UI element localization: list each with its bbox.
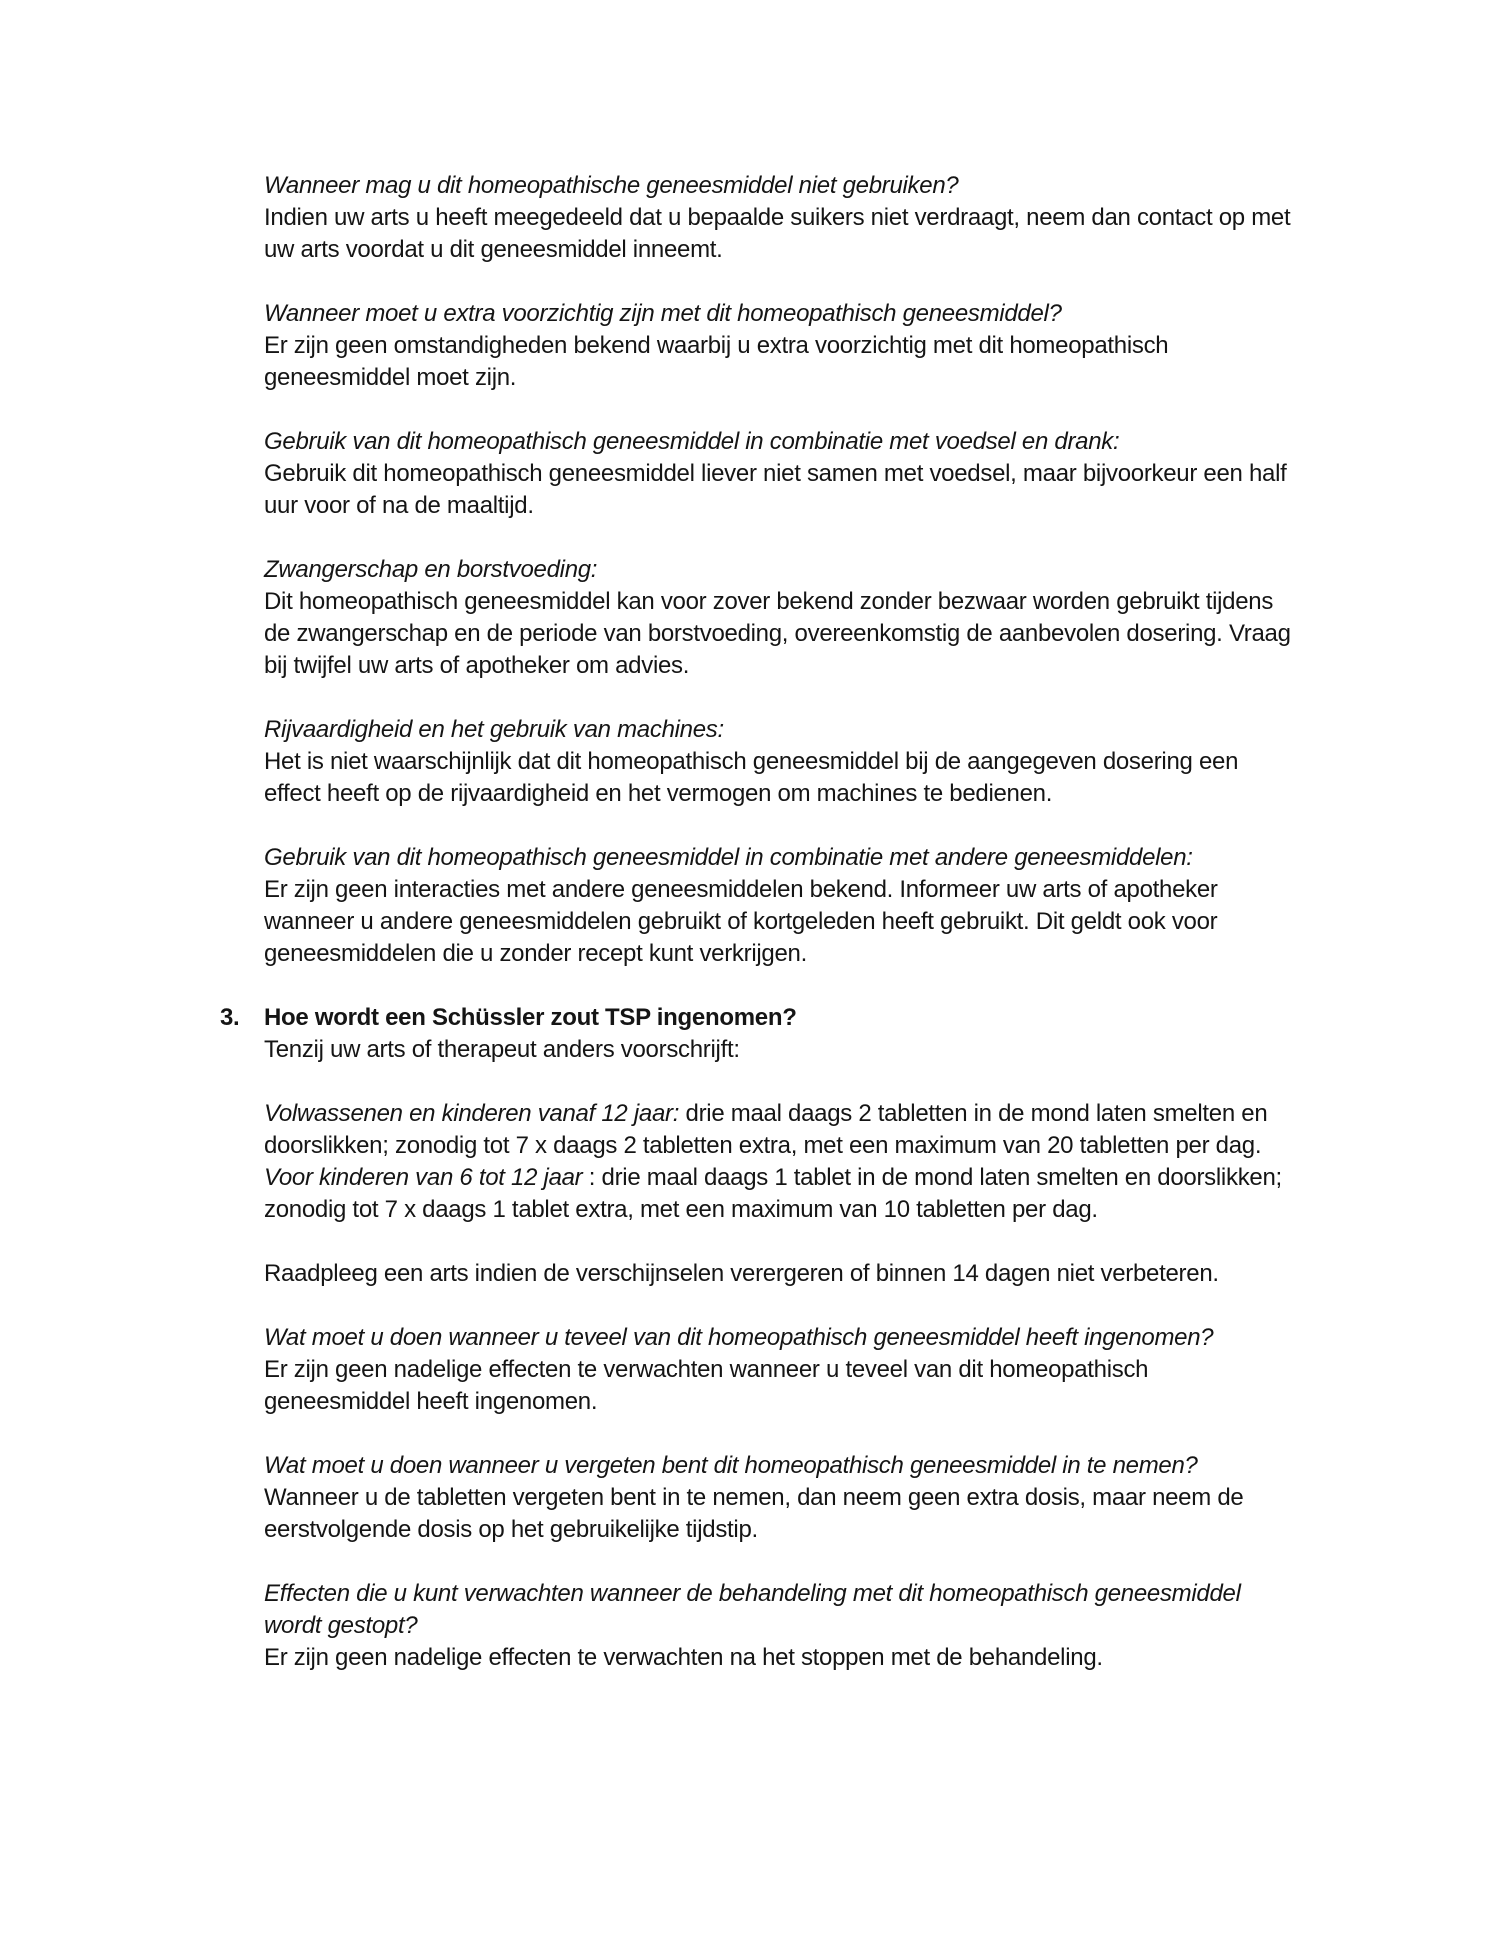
qa-block xyxy=(264,842,1294,970)
question-heading: Wanneer mag u dit homeopathische geneesmiddel niet gebruiken? xyxy=(264,172,959,199)
dosage-block xyxy=(264,1098,1294,1226)
dosage-adults-text: drie maal daags 2 tabletten in de mond laten smelten en doorslikken; zonodig tot 7 x daags 2 tabletten extra, met een maximum van 20 tabletten per dag. xyxy=(264,1100,1268,1159)
section-intro: Tenzij uw arts of therapeut anders voorschrijft: xyxy=(264,1036,740,1063)
section-number: 3. xyxy=(220,1004,240,1031)
qa-block xyxy=(264,554,1294,682)
answer-text: Indien uw arts u heeft meegedeeld dat u bepaalde suikers niet verdraagt, neem dan contact op met uw arts voordat u dit geneesmiddel inneemt. xyxy=(264,204,1291,263)
qa-block xyxy=(264,1450,1294,1546)
question-heading: Gebruik van dit homeopathisch geneesmiddel in combinatie met andere geneesmiddelen: xyxy=(264,844,1193,871)
question-heading: Gebruik van dit homeopathisch geneesmiddel in combinatie met voedsel en drank: xyxy=(264,428,1120,455)
dosage-children-text: : drie maal daags 1 tablet in de mond laten smelten en doorslikken; zonodig tot 7 x daags 1 tablet extra, met een maximum van 10 tabletten per dag. xyxy=(264,1164,1282,1223)
qa-block xyxy=(264,714,1294,810)
leaflet-content xyxy=(220,170,1294,1674)
dosage-adults-label: Volwassenen en kinderen vanaf 12 jaar: xyxy=(264,1100,680,1127)
advice-block xyxy=(264,1258,1294,1290)
qa-block xyxy=(264,1322,1294,1418)
dosage-children-line xyxy=(264,1162,1294,1226)
section-title: Hoe wordt een Schüssler zout TSP ingenomen? xyxy=(264,1004,797,1031)
question-heading: Wat moet u doen wanneer u teveel van dit homeopathisch geneesmiddel heeft ingenomen? xyxy=(264,1324,1214,1351)
qa-block xyxy=(264,426,1294,522)
answer-text: Er zijn geen omstandigheden bekend waarbij u extra voorzichtig met dit homeopathisch geneesmiddel moet zijn. xyxy=(264,332,1169,391)
advice-text: Raadpleeg een arts indien de verschijnselen verergeren of binnen 14 dagen niet verbeteren. xyxy=(264,1260,1219,1287)
question-heading: Zwangerschap en borstvoeding: xyxy=(264,556,598,583)
answer-text: Er zijn geen nadelige effecten te verwachten wanneer u teveel van dit homeopathisch geneesmiddel heeft ingenomen. xyxy=(264,1356,1149,1415)
answer-text: Gebruik dit homeopathisch geneesmiddel liever niet samen met voedsel, maar bijvoorkeur een half uur voor of na de maaltijd. xyxy=(264,460,1287,519)
question-heading: Wat moet u doen wanneer u vergeten bent dit homeopathisch geneesmiddel in te nemen? xyxy=(264,1452,1198,1479)
answer-text: Er zijn geen interacties met andere geneesmiddelen bekend. Informeer uw arts of apotheker wanneer u andere geneesmiddelen gebruikt of kortgeleden heeft gebruikt. Dit geldt ook voor geneesmiddelen die u zonder recept kunt verkrijgen. xyxy=(264,876,1218,967)
answer-text: Wanneer u de tabletten vergeten bent in te nemen, dan neem geen extra dosis, maar neem de eerstvolgende dosis op het gebruikelijke tijdstip. xyxy=(264,1484,1244,1543)
answer-text: Er zijn geen nadelige effecten te verwachten na het stoppen met de behandeling. xyxy=(264,1644,1103,1671)
answer-text: Het is niet waarschijnlijk dat dit homeopathisch geneesmiddel bij de aangegeven dosering een effect heeft op de rijvaardigheid en het vermogen om machines te bedienen. xyxy=(264,748,1239,807)
question-heading: Effecten die u kunt verwachten wanneer de behandeling met dit homeopathisch geneesmiddel wordt gestopt? xyxy=(264,1580,1241,1639)
question-heading: Rijvaardigheid en het gebruik van machines: xyxy=(264,716,724,743)
answer-text: Dit homeopathisch geneesmiddel kan voor zover bekend zonder bezwaar worden gebruikt tijdens de zwangerschap en de periode van borstvoeding, overeenkomstig de aanbevolen dosering. Vraag bij twijfel uw arts of apotheker om advies. xyxy=(264,588,1291,679)
qa-block xyxy=(264,1578,1294,1674)
section-3-heading-block xyxy=(220,1002,1294,1066)
dosage-children-label: Voor kinderen van 6 tot 12 jaar xyxy=(264,1164,583,1191)
qa-block xyxy=(264,298,1294,394)
qa-block xyxy=(264,170,1294,266)
question-heading: Wanneer moet u extra voorzichtig zijn met dit homeopathisch geneesmiddel? xyxy=(264,300,1062,327)
section-heading-row xyxy=(220,1002,1294,1034)
dosage-adults-line xyxy=(264,1098,1294,1162)
